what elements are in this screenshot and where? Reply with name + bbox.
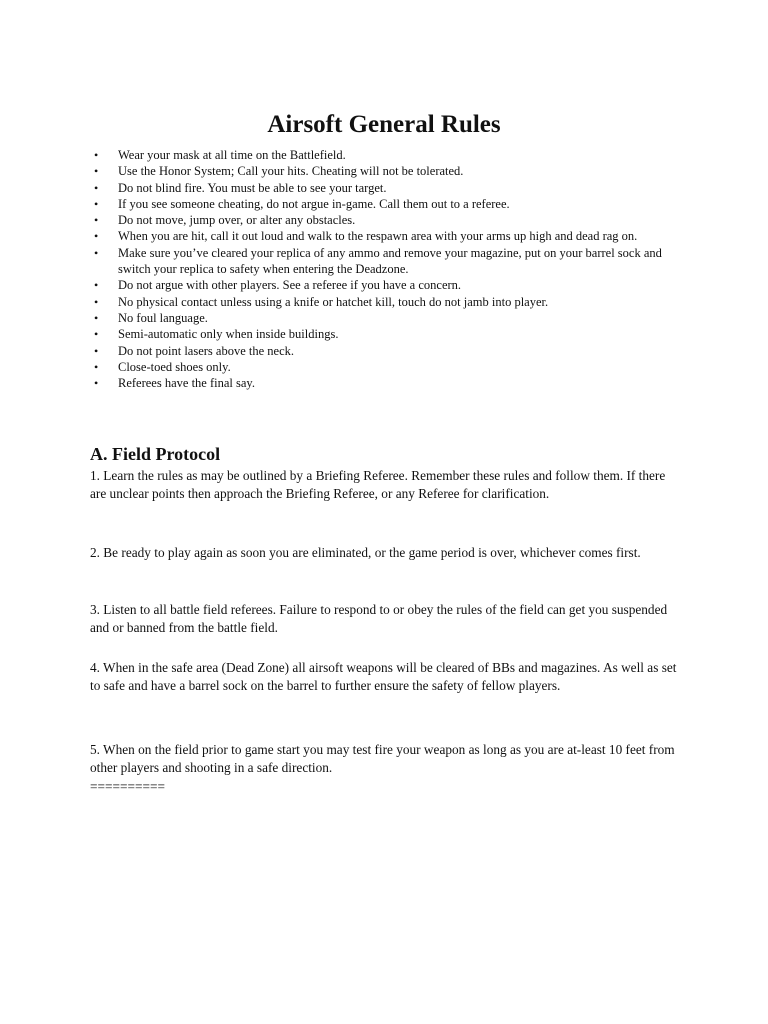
section-heading: A. Field Protocol [90,444,221,464]
list-item [90,294,690,310]
bullet-icon: • [94,245,99,260]
bullet-icon: • [94,343,99,358]
list-item [90,375,690,391]
list-item [90,343,690,359]
bullet-icon: • [94,213,99,228]
rule-text: Do not argue with other players. See a referee if you have a concern. [118,278,462,293]
list-item [90,228,690,244]
rule-text: When you are hit, call it out loud and walk to the respawn area with your arms up high and dead rag on. [118,229,638,244]
protocol-paragraph-2: 2. Be ready to play again as soon you are eliminated, or the game period is over, whichever comes first. [90,545,641,560]
rule-text: Wear your mask at all time on the Battlefield. [118,148,346,162]
bullet-icon: • [94,229,99,244]
rule-text: Semi-automatic only when inside buildings. [118,327,339,342]
list-item [90,277,690,293]
rule-text: Referees have the final say. [118,376,255,391]
protocol-paragraph-1: 1. Learn the rules as may be outlined by a Briefing Referee. Remember these rules and follow them. If there are unclear points then approach the Briefing Referee, or any Referee for clarification. [90,468,666,501]
rule-text: Make sure you’ve cleared your replica of any ammo and remove your magazine, put on your barrel sock and switch your replica to safety when entering the Deadzone. [118,245,662,277]
rule-text: Do not point lasers above the neck. [118,343,294,358]
bullet-icon: • [94,376,99,391]
bullet-icon: • [94,278,99,293]
list-item [90,147,690,163]
bullet-icon: • [94,180,99,195]
list-item [90,326,690,342]
bullet-icon: • [94,310,99,325]
separator-line: ========== [90,779,165,794]
bullet-icon: • [94,294,99,309]
bullet-icon: • [94,327,99,342]
protocol-paragraph-5: 5. When on the field prior to game start you may test fire your weapon as long as you are at-least 10 feet from other players and shooting in a safe direction. [90,742,675,775]
bullet-icon: • [94,164,99,179]
rule-text: No physical contact unless using a knife or hatchet kill, touch do not jamb into player. [118,294,549,309]
list-item [90,180,690,196]
document-title: Airsoft General Rules [267,111,501,138]
list-item [90,196,690,212]
bullet-icon: • [94,196,99,211]
bullet-icon: • [94,359,99,374]
list-item [90,212,690,228]
list-item [90,163,690,179]
list-item [90,359,690,375]
rule-text: Use the Honor System; Call your hits. Cheating will not be tolerated. [118,164,464,179]
protocol-paragraph-4: 4. When in the safe area (Dead Zone) all airsoft weapons will be cleared of BBs and magazines. As well as set to safe and have a barrel sock on the barrel to further ensure the safety of fellow players. [90,660,677,693]
rule-text: No foul language. [118,310,208,325]
rule-text: Do not blind fire. You must be able to see your target. [118,180,387,195]
rule-text: If you see someone cheating, do not argue in-game. Call them out to a referee. [118,196,510,211]
protocol-paragraph-3: 3. Listen to all battle field referees. Failure to respond to or obey the rules of the field can get you suspended and or banned from the battle field. [90,602,668,635]
rule-text: Do not move, jump over, or alter any obstacles. [118,213,356,228]
bullet-icon: • [94,148,99,162]
rules-list [90,147,690,391]
list-item [90,310,690,326]
list-item [90,245,690,278]
rule-text: Close-toed shoes only. [118,359,231,374]
